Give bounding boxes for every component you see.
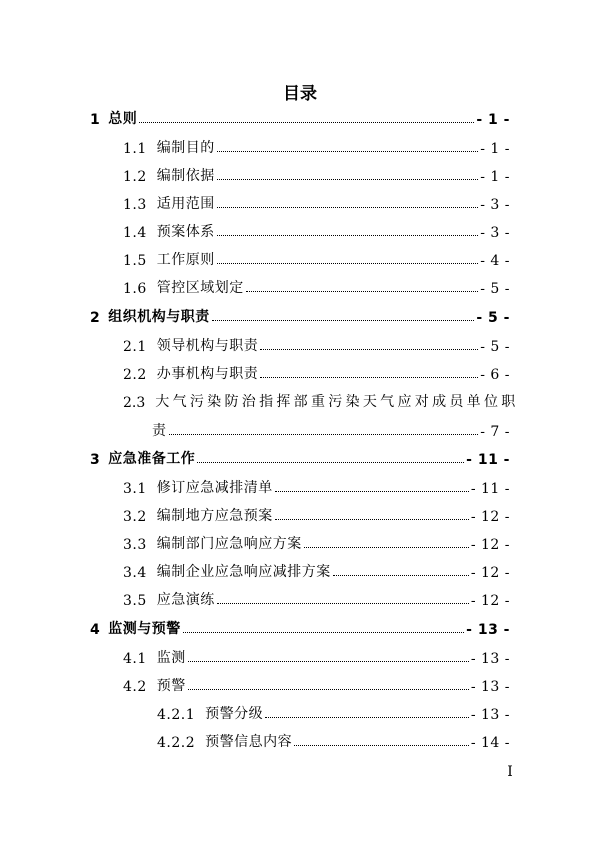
- toc-entry-label: 适用范围: [156, 196, 215, 212]
- toc-entry-page: - 4 -: [480, 253, 510, 269]
- toc-entry-number: 4.2.2: [157, 735, 196, 751]
- toc-entry[interactable]: [123, 673, 510, 695]
- toc-entry-page: - 3 -: [480, 225, 510, 241]
- toc-entry-number: 1.3: [123, 197, 147, 213]
- dot-leader: [265, 717, 469, 718]
- toc-entry-number: 4: [90, 622, 101, 638]
- dot-leader: [217, 235, 478, 236]
- toc-entry-label: 大气污染防治指挥部重污染天气应对成员单位职: [155, 394, 519, 410]
- dot-leader: [217, 179, 478, 180]
- toc-entry[interactable]: [123, 475, 510, 497]
- toc-title: 目录: [283, 84, 317, 104]
- toc-entry-label: 预警分级: [205, 706, 264, 722]
- toc-entry-label: 管控区域划定: [156, 280, 244, 296]
- toc-entry-page: - 6 -: [480, 367, 510, 383]
- toc-entry-number: 4.2: [123, 679, 147, 695]
- toc-entry-number: 3.2: [123, 509, 147, 525]
- dot-leader: [246, 291, 478, 292]
- toc-entry-number: 3: [90, 452, 101, 468]
- toc-entry-number: 3.4: [123, 565, 147, 581]
- dot-leader: [304, 547, 469, 548]
- dot-leader: [188, 689, 469, 690]
- toc-entry-page: - 13 -: [470, 651, 510, 667]
- toc-entry-label: 编制部门应急响应方案: [156, 536, 302, 552]
- toc-entry-label: 编制企业应急响应减排方案: [156, 564, 331, 580]
- toc-entry-page: - 12 -: [470, 565, 510, 581]
- toc-entry-number: 2.1: [123, 339, 147, 355]
- toc-entry-number: 3.3: [123, 537, 147, 553]
- toc-entry[interactable]: [90, 446, 510, 468]
- dot-leader: [217, 151, 478, 152]
- toc-entry[interactable]: [90, 106, 510, 128]
- dot-leader: [188, 661, 469, 662]
- dot-leader: [197, 462, 464, 463]
- toc-entry-continuation[interactable]: [152, 418, 510, 440]
- toc-entry-label: 组织机构与职责: [108, 309, 210, 325]
- toc-entry-label: 领导机构与职责: [156, 338, 259, 354]
- toc-entry-page: - 5 -: [476, 310, 510, 326]
- dot-leader: [212, 320, 475, 321]
- dot-leader: [275, 491, 469, 492]
- toc-entry[interactable]: [157, 729, 510, 751]
- dot-leader: [217, 207, 478, 208]
- toc-entry-page: - 12 -: [470, 509, 510, 525]
- toc-entry-page: - 11 -: [470, 481, 510, 497]
- toc-entry[interactable]: [90, 304, 510, 326]
- toc-entry-page: - 7 -: [480, 424, 510, 440]
- toc-entry[interactable]: [123, 361, 510, 383]
- toc-entry-number: 1.1: [123, 141, 147, 157]
- toc-entry-number: 1.6: [123, 281, 147, 297]
- toc-entry[interactable]: [157, 701, 510, 723]
- toc-entry-page: - 5 -: [480, 339, 510, 355]
- toc-entry-label: 应急演练: [156, 592, 215, 608]
- toc-entry[interactable]: [90, 616, 510, 638]
- toc-entry-label: 工作原则: [156, 252, 215, 268]
- toc-entry-page: - 13 -: [466, 622, 510, 638]
- toc-entry-page: - 3 -: [480, 197, 510, 213]
- toc-entry-number: 2: [90, 310, 101, 326]
- toc-entry-page: - 13 -: [470, 707, 510, 723]
- dot-leader: [183, 632, 464, 633]
- toc-entry-number: 4.1: [123, 651, 147, 667]
- toc-entry-page: - 1 -: [480, 141, 510, 157]
- toc-entry-number: 1.2: [123, 169, 147, 185]
- toc-entry-label: 预警: [156, 678, 186, 694]
- toc-entry[interactable]: [123, 163, 510, 185]
- toc-entry-label: 监测: [156, 650, 186, 666]
- dot-leader: [217, 263, 478, 264]
- toc-entry-label: 编制目的: [156, 140, 215, 156]
- toc-entry-page: - 1 -: [480, 169, 510, 185]
- toc-entry-page: - 12 -: [470, 593, 510, 609]
- toc-entry-label: 预警信息内容: [205, 734, 293, 750]
- toc-entry-label: 预案体系: [156, 224, 215, 240]
- toc-entry-label: 编制依据: [156, 168, 215, 184]
- toc-entry-number: 3.1: [123, 481, 147, 497]
- toc-entry[interactable]: [123, 219, 510, 241]
- toc-entry-page: - 1 -: [476, 112, 510, 128]
- toc-entry-page: - 14 -: [470, 735, 510, 751]
- toc-entry[interactable]: [123, 559, 510, 581]
- toc-entry-label: 监测与预警: [108, 621, 181, 637]
- page-number: I: [507, 764, 513, 780]
- dot-leader: [217, 603, 469, 604]
- toc-entry[interactable]: [123, 247, 510, 269]
- toc-entry-number: 1: [90, 112, 101, 128]
- toc-entry-number: 2.2: [123, 367, 147, 383]
- toc-entry-page: - 5 -: [480, 281, 510, 297]
- toc-entry-page: - 13 -: [470, 679, 510, 695]
- dot-leader: [169, 434, 479, 435]
- toc-entry-number: 1.5: [123, 253, 147, 269]
- dot-leader: [333, 575, 469, 576]
- toc-entry-label: 修订应急减排清单: [156, 480, 273, 496]
- toc-entry[interactable]: [123, 191, 510, 213]
- toc-entry-page: - 12 -: [470, 537, 510, 553]
- toc-entry[interactable]: [123, 389, 519, 411]
- toc-entry-number: 2.3: [123, 395, 146, 411]
- toc-entry-label-cont: 责: [152, 423, 167, 439]
- toc-entry-page: - 11 -: [466, 452, 510, 468]
- dot-leader: [275, 519, 469, 520]
- dot-leader: [260, 349, 478, 350]
- toc-entry-label: 编制地方应急预案: [156, 508, 273, 524]
- toc-entry-label: 总则: [108, 111, 138, 127]
- toc-entry-label: 办事机构与职责: [156, 366, 259, 382]
- toc-entry[interactable]: [123, 275, 510, 297]
- toc-entry[interactable]: [123, 587, 510, 609]
- toc-entry[interactable]: [123, 645, 510, 667]
- dot-leader: [260, 377, 478, 378]
- toc-entry-label: 应急准备工作: [108, 451, 196, 467]
- dot-leader: [139, 122, 474, 123]
- toc-entry[interactable]: [123, 503, 510, 525]
- toc-entry[interactable]: [123, 333, 510, 355]
- toc-entry[interactable]: [123, 531, 510, 553]
- toc-entry-number: 4.2.1: [157, 707, 196, 723]
- toc-entry-number: 3.5: [123, 593, 147, 609]
- dot-leader: [294, 745, 469, 746]
- toc-entry-number: 1.4: [123, 225, 147, 241]
- toc-entry[interactable]: [123, 135, 510, 157]
